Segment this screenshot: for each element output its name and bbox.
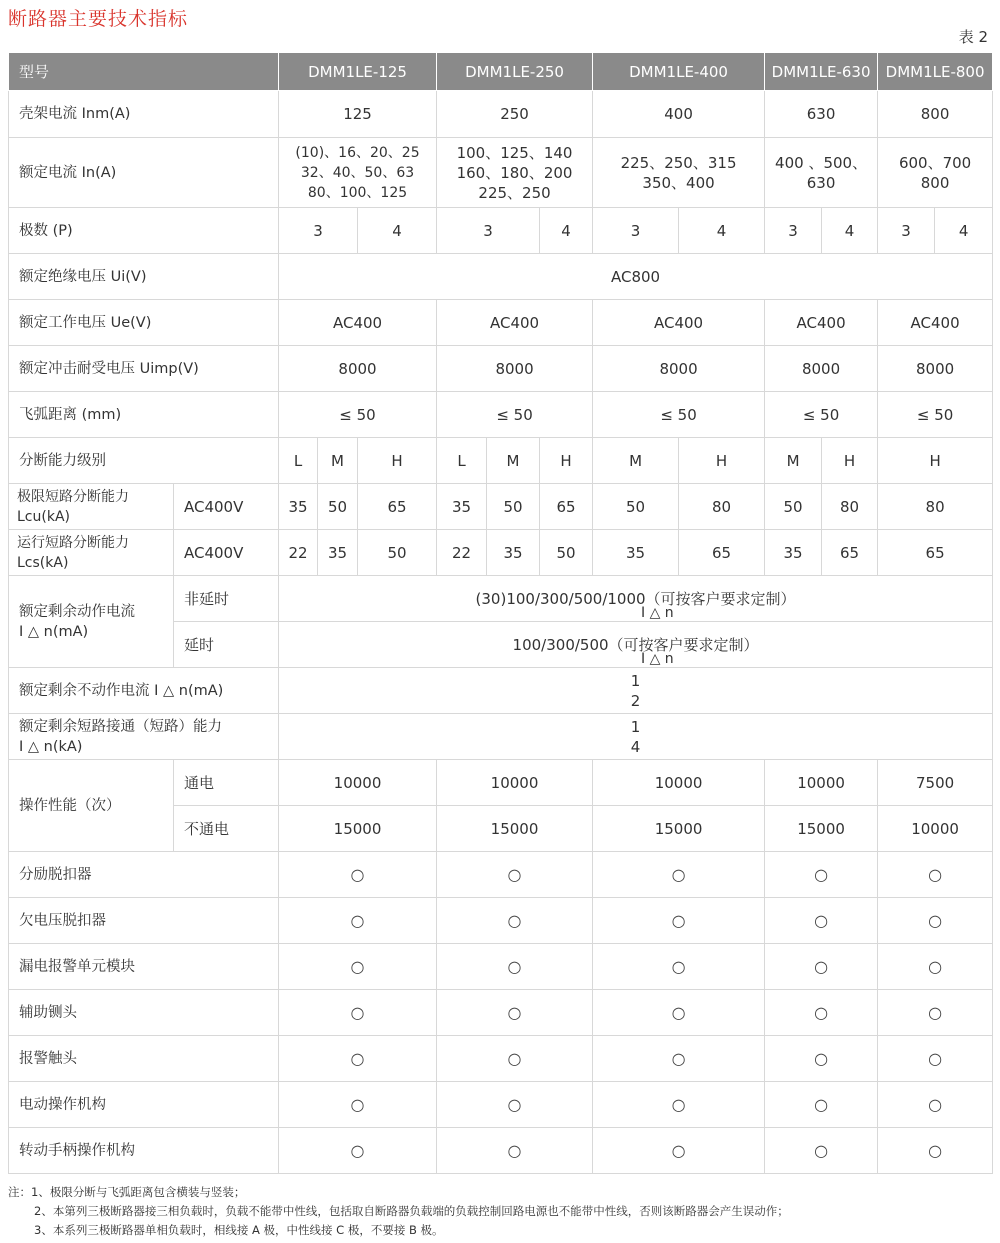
row-label: 欠电压脱扣器 [9, 898, 279, 944]
cell-line: 225、250 [478, 183, 551, 202]
cell: M [593, 438, 679, 484]
option-mark: ○ [878, 1036, 993, 1082]
model-header: DMM1LE-400 [593, 53, 765, 91]
cell: 50 [765, 484, 822, 530]
cell: H [358, 438, 437, 484]
working-voltage-row [9, 300, 993, 346]
cell: AC400 [437, 300, 593, 346]
option-mark: ○ [437, 898, 593, 944]
cell [878, 138, 993, 208]
cell: 3 [279, 208, 358, 254]
cell: 8000 [593, 346, 765, 392]
cell: 80 [822, 484, 878, 530]
cell [279, 576, 993, 622]
row-label [9, 576, 174, 668]
cell: H [822, 438, 878, 484]
cell: 35 [318, 530, 358, 576]
cell-line: 2 [630, 691, 641, 710]
cell: 3 [878, 208, 935, 254]
cell-line: 225、250、315 [620, 153, 737, 172]
cell: ≤ 50 [279, 392, 437, 438]
row-label: 操作性能（次） [9, 760, 174, 852]
cell: 50 [358, 530, 437, 576]
option-mark: ○ [437, 944, 593, 990]
lcs-row [9, 530, 993, 576]
option-mark: ○ [878, 852, 993, 898]
cell: 630 [765, 91, 878, 138]
row-label: 额定冲击耐受电压 Uimp(V) [9, 346, 279, 392]
accessory-row [9, 1036, 993, 1082]
model-header: DMM1LE-125 [279, 53, 437, 91]
cell: 15000 [593, 806, 765, 852]
row-label: 额定绝缘电压 Ui(V) [9, 254, 279, 300]
row-label [9, 714, 279, 760]
option-mark: ○ [593, 990, 765, 1036]
row-sublabel: 延时 [174, 622, 279, 668]
poles-row [9, 208, 993, 254]
cell: 15000 [437, 806, 593, 852]
header-row [9, 53, 993, 91]
impulse-voltage-row [9, 346, 993, 392]
option-mark: ○ [279, 990, 437, 1036]
cell-subvalue: I △ n [641, 605, 674, 621]
rated-current-row [9, 138, 993, 208]
row-label: 电动操作机构 [9, 1082, 279, 1128]
option-mark: ○ [593, 1128, 765, 1174]
cell-line: 1 [630, 717, 641, 736]
cell: AC400 [765, 300, 878, 346]
table-number: 表 2 [958, 28, 988, 46]
accessory-row [9, 1082, 993, 1128]
option-mark: ○ [279, 898, 437, 944]
option-mark: ○ [878, 1082, 993, 1128]
cell-line: 4 [630, 737, 641, 756]
row-label: 分断能力级别 [9, 438, 279, 484]
cell-subvalue: I △ n [641, 651, 674, 667]
cell: 15000 [279, 806, 437, 852]
cell-line: 600、700 [898, 153, 972, 172]
option-mark: ○ [765, 1036, 878, 1082]
page-title: 断路器主要技术指标 [8, 8, 189, 30]
row-sublabel: AC400V [174, 484, 279, 530]
option-mark: ○ [878, 944, 993, 990]
option-mark: ○ [593, 1036, 765, 1082]
cell: 8000 [765, 346, 878, 392]
option-mark: ○ [765, 1128, 878, 1174]
cell-value: 100/300/500（可按客户要求定制） [512, 635, 759, 654]
cell [279, 714, 993, 760]
cell: 3 [437, 208, 540, 254]
cell-line: 350、400 [642, 173, 715, 192]
footnote: 2、本第列三极断路器接三相负载时，负载不能带中性线，包括取自断路器负载端的负载控制回路电源也不能带中性线，否则该断路器会产生误动作； [34, 1204, 789, 1218]
cell-line: 80、100、125 [307, 184, 408, 201]
cell: 4 [679, 208, 765, 254]
cell [279, 622, 993, 668]
cell: 250 [437, 91, 593, 138]
accessory-row [9, 990, 993, 1036]
cell: AC400 [593, 300, 765, 346]
cell: 35 [487, 530, 540, 576]
cell: 800 [878, 91, 993, 138]
cell: 50 [487, 484, 540, 530]
cell-line: 800 [920, 173, 950, 192]
cell: L [437, 438, 487, 484]
cell: M [487, 438, 540, 484]
option-mark: ○ [593, 898, 765, 944]
accessory-row [9, 852, 993, 898]
cell: 65 [540, 484, 593, 530]
row-label: 极限短路分断能力 Lcu(kA) [9, 484, 174, 530]
row-sublabel: 通电 [174, 760, 279, 806]
cell-line: 160、180、200 [456, 163, 573, 182]
option-mark: ○ [765, 990, 878, 1036]
cell: ≤ 50 [437, 392, 593, 438]
row-label: 额定剩余不动作电流 I △ n(mA) [9, 668, 279, 714]
row-label: 运行短路分断能力 Lcs(kA) [9, 530, 174, 576]
accessory-row [9, 898, 993, 944]
label-line: 额定剩余短路接通（短路）能力 [19, 718, 222, 735]
row-label: 壳架电流 Inm(A) [9, 91, 279, 138]
insulation-voltage-row [9, 254, 993, 300]
option-mark: ○ [279, 1128, 437, 1174]
option-mark: ○ [279, 852, 437, 898]
non-operating-row [9, 668, 993, 714]
cell: 35 [279, 484, 318, 530]
cell: 10000 [878, 806, 993, 852]
label-line: I △ n(mA) [19, 623, 89, 640]
option-mark: ○ [765, 852, 878, 898]
cell: 4 [822, 208, 878, 254]
footnote: 注：1、极限分断与飞弧距离包含横装与竖装； [8, 1185, 246, 1199]
row-label: 转动手柄操作机构 [9, 1128, 279, 1174]
cell: ≤ 50 [878, 392, 993, 438]
row-label: 漏电报警单元模块 [9, 944, 279, 990]
operations-powered-row [9, 760, 993, 806]
breaking-class-row [9, 438, 993, 484]
cell [765, 138, 878, 208]
cell-line: 630 [806, 173, 836, 192]
cell [437, 138, 593, 208]
cell: H [878, 438, 993, 484]
cell: AC800 [279, 254, 993, 300]
footnotes [8, 1183, 789, 1240]
option-mark: ○ [279, 1082, 437, 1128]
row-sublabel: 非延时 [174, 576, 279, 622]
option-mark: ○ [878, 1128, 993, 1174]
row-label: 飞弧距离 (mm) [9, 392, 279, 438]
cell: 80 [679, 484, 765, 530]
model-header: DMM1LE-250 [437, 53, 593, 91]
cell [279, 138, 437, 208]
row-sublabel: AC400V [174, 530, 279, 576]
label-line: 额定剩余动作电流 [19, 603, 135, 620]
cell: L [279, 438, 318, 484]
spec-table [8, 52, 993, 1174]
cell-line: 32、40、50、63 [300, 164, 415, 181]
cell: 8000 [878, 346, 993, 392]
cell: 65 [679, 530, 765, 576]
cell: 400 [593, 91, 765, 138]
option-mark: ○ [437, 1036, 593, 1082]
option-mark: ○ [593, 1082, 765, 1128]
cell: AC400 [878, 300, 993, 346]
footnote: 3、本系列三极断路器单相负载时，相线接 A 极，中性线接 C 极，不要接 B 极。 [34, 1223, 444, 1237]
cell: 50 [318, 484, 358, 530]
cell: 4 [935, 208, 993, 254]
accessory-row [9, 1128, 993, 1174]
option-mark: ○ [593, 944, 765, 990]
option-mark: ○ [279, 944, 437, 990]
cell-line: 400 、500、 [775, 153, 868, 172]
cell: 35 [765, 530, 822, 576]
cell: 22 [279, 530, 318, 576]
cell: 50 [593, 484, 679, 530]
option-mark: ○ [437, 1128, 593, 1174]
cell: 65 [878, 530, 993, 576]
cell: 10000 [765, 760, 878, 806]
cell: 10000 [437, 760, 593, 806]
cell: M [318, 438, 358, 484]
accessory-row [9, 944, 993, 990]
cell-line: (10)、16、20、25 [295, 144, 420, 161]
cell: 125 [279, 91, 437, 138]
cell: 22 [437, 530, 487, 576]
cell: 7500 [878, 760, 993, 806]
arc-distance-row [9, 392, 993, 438]
cell: 50 [540, 530, 593, 576]
row-label: 报警触头 [9, 1036, 279, 1082]
row-label: 辅助铡头 [9, 990, 279, 1036]
cell-line: 1 [630, 671, 641, 690]
cell: 8000 [279, 346, 437, 392]
row-label: 额定工作电压 Ue(V) [9, 300, 279, 346]
row-label: 额定电流 In(A) [9, 138, 279, 208]
cell [593, 138, 765, 208]
short-making-row [9, 714, 993, 760]
cell-value: (30)100/300/500/1000（可按客户要求定制） [475, 589, 796, 608]
cell: 10000 [593, 760, 765, 806]
option-mark: ○ [279, 1036, 437, 1082]
cell-line: 100、125、140 [456, 143, 573, 162]
cell: 4 [358, 208, 437, 254]
cell: 4 [540, 208, 593, 254]
cell: 80 [878, 484, 993, 530]
cell: H [540, 438, 593, 484]
cell: AC400 [279, 300, 437, 346]
option-mark: ○ [437, 990, 593, 1036]
cell: 15000 [765, 806, 878, 852]
row-label: 分励脱扣器 [9, 852, 279, 898]
cell: 35 [593, 530, 679, 576]
cell: 65 [358, 484, 437, 530]
cell: 8000 [437, 346, 593, 392]
option-mark: ○ [765, 898, 878, 944]
option-mark: ○ [437, 1082, 593, 1128]
model-header: DMM1LE-630 [765, 53, 878, 91]
cell [279, 668, 993, 714]
cell: 35 [437, 484, 487, 530]
model-header-label: 型号 [9, 53, 279, 91]
model-header: DMM1LE-800 [878, 53, 993, 91]
label-line: I △ n(kA) [19, 738, 83, 755]
cell: ≤ 50 [593, 392, 765, 438]
cell: 3 [593, 208, 679, 254]
option-mark: ○ [878, 990, 993, 1036]
residual-current-nondelay-row [9, 576, 993, 622]
cell: 65 [822, 530, 878, 576]
option-mark: ○ [593, 852, 765, 898]
row-sublabel: 不通电 [174, 806, 279, 852]
cell: M [765, 438, 822, 484]
frame-current-row [9, 91, 993, 138]
cell: ≤ 50 [765, 392, 878, 438]
option-mark: ○ [437, 852, 593, 898]
option-mark: ○ [765, 944, 878, 990]
cell: 3 [765, 208, 822, 254]
cell: H [679, 438, 765, 484]
cell: 10000 [279, 760, 437, 806]
row-label: 极数 (P) [9, 208, 279, 254]
option-mark: ○ [878, 898, 993, 944]
option-mark: ○ [765, 1082, 878, 1128]
lcu-row [9, 484, 993, 530]
